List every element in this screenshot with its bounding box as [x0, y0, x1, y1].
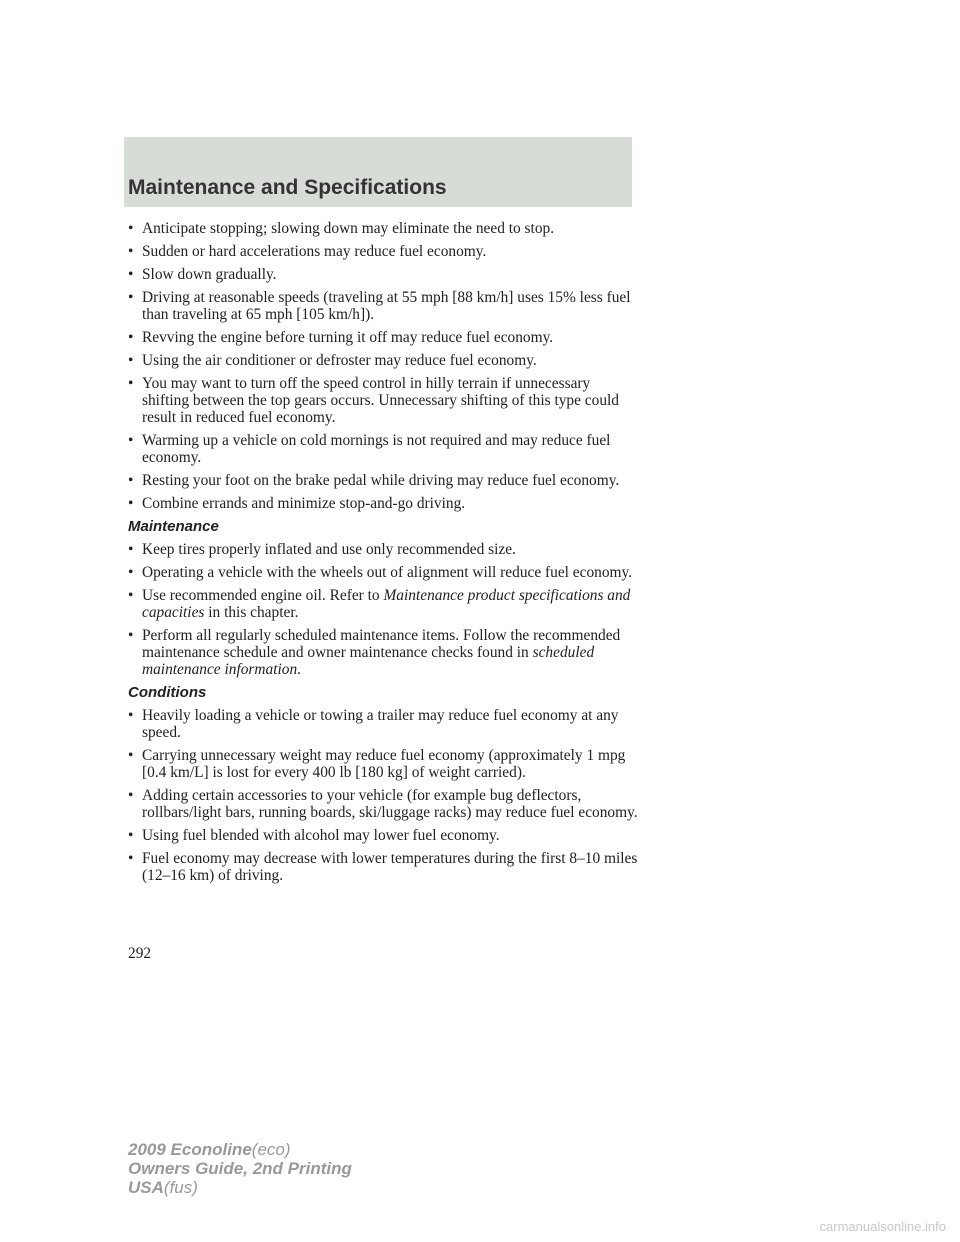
list-item: • Perform all regularly scheduled maintenance items. Follow the recommended maintenance schedule and owner maintenance checks found in scheduled maintenance information. — [128, 627, 621, 678]
bullet-icon: • — [128, 564, 134, 581]
list-item: • Sudden or hard accelerations may reduce fuel economy. — [128, 243, 487, 260]
cross-reference: Maintenance product specifications and capacities — [142, 587, 631, 621]
bullet-icon: • — [128, 747, 134, 764]
list-item: • Carrying unnecessary weight may reduce fuel economy (approximately 1 mpg [0.4 km/L] is lost for every 400 lb [180 kg] of weight carried). — [128, 747, 626, 781]
list-item: • Use recommended engine oil. Refer to Maintenance product specifications and capacities in this chapter. — [128, 587, 631, 621]
bullet-icon: • — [128, 352, 134, 369]
list-item: • Fuel economy may decrease with lower temperatures during the first 8–10 miles (12–16 km) of driving. — [128, 850, 638, 884]
bullet-icon: • — [128, 289, 134, 306]
section-title: Maintenance and Specifications — [128, 176, 447, 199]
watermark: carmanualsonline.info — [819, 1219, 946, 1234]
bullet-icon: • — [128, 375, 134, 392]
list-item: • Adding certain accessories to your vehicle (for example bug deflectors, rollbars/light bars, running boards, ski/luggage racks) may reduce fuel economy. — [128, 787, 638, 821]
maintenance-heading: Maintenance — [128, 518, 219, 535]
bullet-icon: • — [128, 787, 134, 804]
bullet-icon: • — [128, 850, 134, 867]
list-item: • Warming up a vehicle on cold mornings is not required and may reduce fuel economy. — [128, 432, 611, 466]
list-item: • Keep tires properly inflated and use only recommended size. — [128, 541, 516, 558]
footer-line-1: 2009 Econoline(eco) — [128, 1140, 291, 1159]
page-content — [128, 220, 638, 890]
bullet-icon: • — [128, 432, 134, 449]
bullet-icon: • — [128, 220, 134, 237]
list-item: • Driving at reasonable speeds (traveling at 55 mph [88 km/h] uses 15% less fuel than traveling at 65 mph [105 km/h]). — [128, 289, 631, 323]
list-item: • You may want to turn off the speed control in hilly terrain if unnecessary shifting between the top gears occurs. Unnecessary shifting of this type could result in reduced fuel economy. — [128, 375, 619, 426]
list-item: • Combine errands and minimize stop-and-go driving. — [128, 495, 466, 512]
bullet-icon: • — [128, 495, 134, 512]
list-item: • Operating a vehicle with the wheels out of alignment will reduce fuel economy. — [128, 564, 633, 581]
bullet-icon: • — [128, 627, 134, 644]
cross-reference: scheduled maintenance information — [142, 644, 595, 678]
bullet-icon: • — [128, 266, 134, 283]
list-item: • Anticipate stopping; slowing down may eliminate the need to stop. — [128, 220, 555, 237]
conditions-list — [128, 707, 638, 884]
maintenance-list — [128, 541, 638, 678]
conditions-heading: Conditions — [128, 684, 207, 701]
bullet-icon: • — [128, 827, 134, 844]
bullet-icon: • — [128, 472, 134, 489]
list-item: • Heavily loading a vehicle or towing a trailer may reduce fuel economy at any speed. — [128, 707, 619, 741]
list-item: • Revving the engine before turning it off may reduce fuel economy. — [128, 329, 554, 346]
document-footer — [128, 1140, 352, 1197]
list-item: • Resting your foot on the brake pedal while driving may reduce fuel economy. — [128, 472, 620, 489]
list-item: • Using fuel blended with alcohol may lower fuel economy. — [128, 827, 500, 844]
bullet-icon: • — [128, 243, 134, 260]
bullet-icon: • — [128, 541, 134, 558]
bullet-icon: • — [128, 329, 134, 346]
footer-line-2: Owners Guide, 2nd Printing — [128, 1159, 352, 1178]
page-number: 292 — [128, 945, 152, 962]
fuel-economy-tips-list — [128, 220, 638, 512]
bullet-icon: • — [128, 587, 134, 604]
list-item: • Using the air conditioner or defroster may reduce fuel economy. — [128, 352, 537, 369]
footer-line-3: USA(fus) — [128, 1178, 198, 1197]
list-item: • Slow down gradually. — [128, 266, 277, 283]
bullet-icon: • — [128, 707, 134, 724]
